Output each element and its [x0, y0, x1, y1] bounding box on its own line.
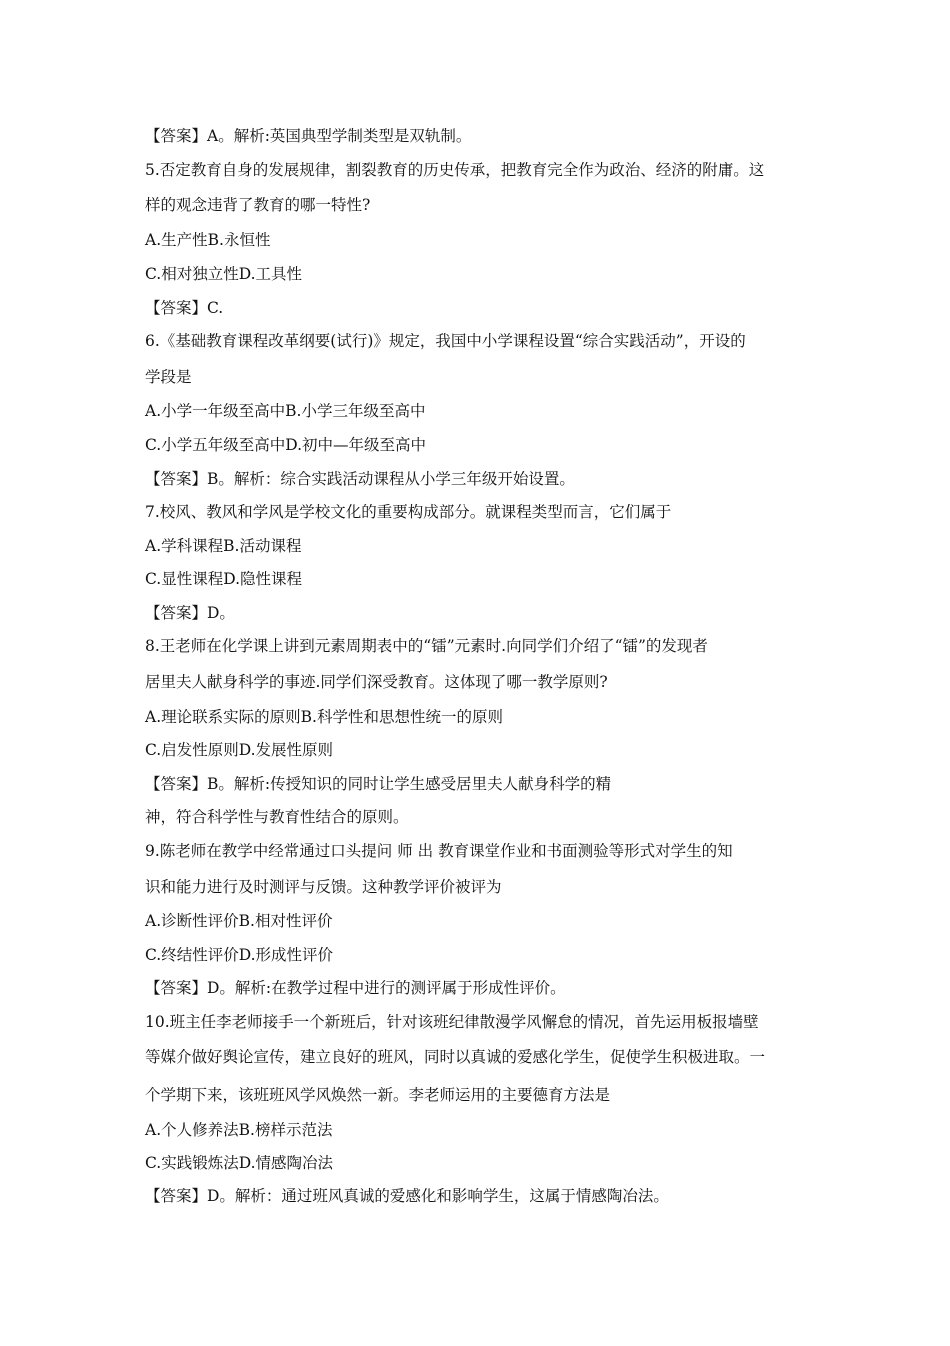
question-10-line-2: 等媒介做好舆论宣传，建立良好的班风，同时以真诚的爱感化学生，促使学生积极进取。一 — [145, 1048, 766, 1066]
q5-options-ab: A.生产性B.永恒性 — [145, 231, 271, 249]
question-9-line-2: 识和能力进行及时测评与反馈。这种教学评价被评为 — [145, 878, 502, 896]
q7-options-cd: C.显性课程D.隐性课程 — [145, 570, 303, 588]
q7-options-ab: A.学科课程B.活动课程 — [145, 537, 302, 555]
question-7: 7.校风、教风和学风是学校文化的重要构成部分。就课程类型而言，它们属于 — [145, 503, 672, 521]
question-8-line-2: 居里夫人献身科学的事迹.同学们深受教育。这体现了哪一教学原则? — [145, 673, 608, 691]
answer-q4: 【答案】A。解析:英国典型学制类型是双轨制。 — [145, 127, 472, 145]
answer-q5: 【答案】C. — [145, 299, 224, 317]
q10-options-ab: A.个人修养法B.榜样示范法 — [145, 1121, 333, 1139]
question-9-line-1: 9.陈老师在教学中经常通过口头提问 师 出 教育课堂作业和书面测验等形式对学生的知 — [145, 842, 733, 860]
q9-options-cd: C.终结性评价D.形成性评价 — [145, 946, 334, 964]
q8-options-ab: A.理论联系实际的原则B.科学性和思想性统一的原则 — [145, 708, 503, 726]
answer-q6: 【答案】B。解析：综合实践活动课程从小学三年级开始设置。 — [145, 470, 575, 488]
q6-options-cd: C.小学五年级至高中D.初中—年级至高中 — [145, 436, 427, 454]
answer-q10: 【答案】D。解析：通过班风真诚的爱感化和影响学生，这属于情感陶冶法。 — [145, 1187, 669, 1205]
q9-options-ab: A.诊断性评价B.相对性评价 — [145, 912, 333, 930]
question-6-line-2: 学段是 — [145, 368, 192, 386]
q6-options-ab: A.小学一年级至高中B.小学三年级至高中 — [145, 402, 426, 420]
question-5-line-1: 5.否定教育自身的发展规律，割裂教育的历史传承，把教育完全作为政治、经济的附庸。这 — [145, 161, 765, 179]
q8-options-cd: C.启发性原则D.发展性原则 — [145, 741, 334, 759]
q5-options-cd: C.相对独立性D.工具性 — [145, 265, 303, 283]
answer-q8-line-2: 神，符合科学性与教育性结合的原则。 — [145, 808, 409, 826]
question-6-line-1: 6.《基础教育课程改革纲要(试行)》规定，我国中小学课程设置“综合实践活动”，开设的 — [145, 332, 746, 350]
answer-q7: 【答案】D。 — [145, 604, 235, 622]
answer-q8-line-1: 【答案】B。解析:传授知识的同时让学生感受居里夫人献身科学的精 — [145, 775, 612, 793]
q10-options-cd: C.实践锻炼法D.情感陶冶法 — [145, 1154, 334, 1172]
question-10-line-3: 个学期下来，该班班风学风焕然一新。李老师运用的主要德育方法是 — [145, 1086, 611, 1104]
question-8-line-1: 8.王老师在化学课上讲到元素周期表中的“镭”元素时.向同学们介绍了“镭”的发现者 — [145, 637, 708, 655]
question-10-line-1: 10.班主任李老师接手一个新班后，针对该班纪律散漫学风懈怠的情况，首先运用板报墙壁 — [145, 1013, 759, 1031]
question-5-line-2: 样的观念违背了教育的哪一特性? — [145, 196, 371, 214]
answer-q9: 【答案】D。解析:在教学过程中进行的测评属于形成性评价。 — [145, 979, 566, 997]
